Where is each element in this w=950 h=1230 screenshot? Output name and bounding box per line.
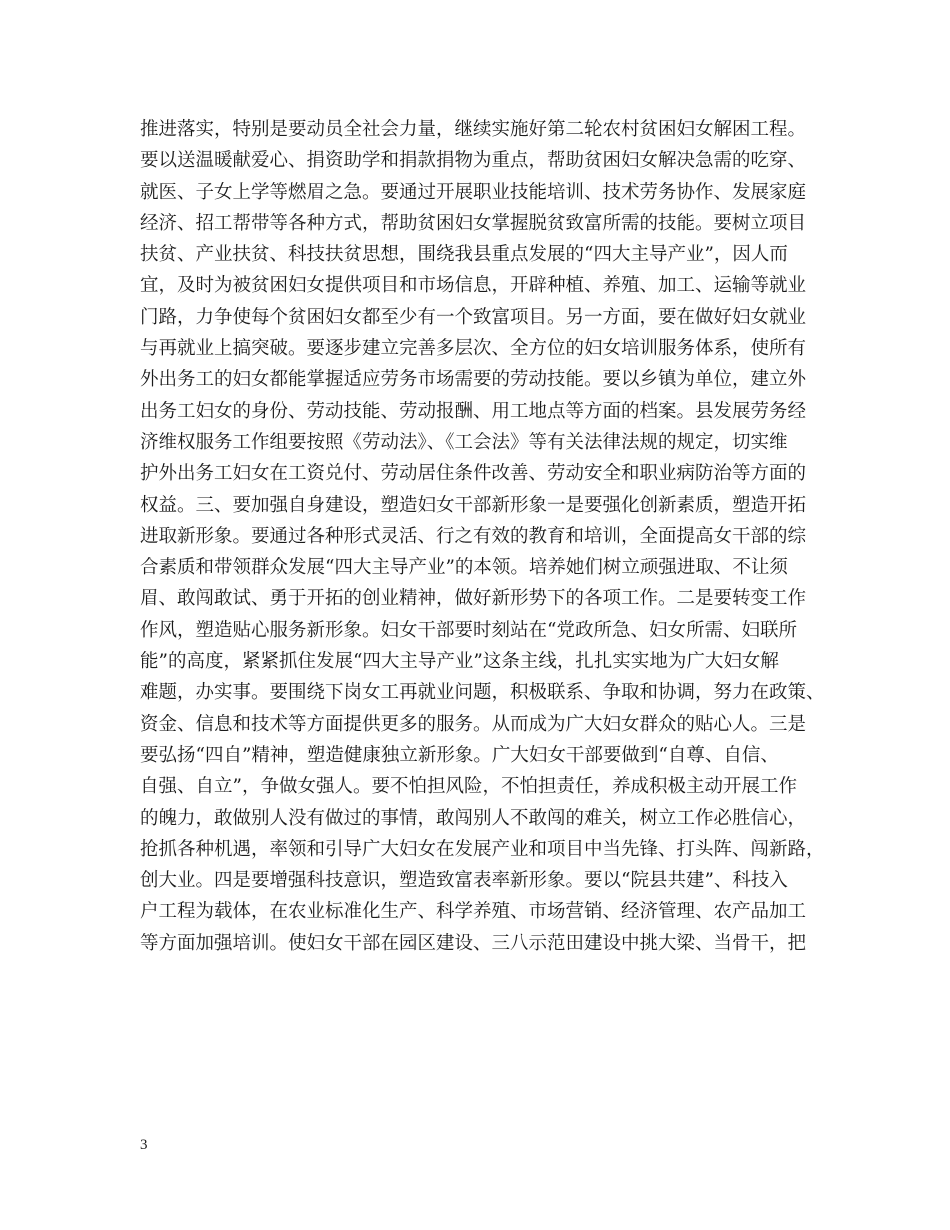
text-line: 宜，及时为被贫困妇女提供项目和市场信息，开辟种植、养殖、加工、运输等就业 <box>140 275 807 297</box>
text-line: 权益。三、要加强自身建设，塑造妇女干部新形象一是要强化创新素质，塑造开拓 <box>140 494 807 516</box>
text-line: 济维权服务工作组要按照《劳动法》、《工会法》等有关法律法规的规定，切实维 <box>140 431 788 453</box>
text-line: 要以送温暖献爱心、捐资助学和捐款捐物为重点，帮助贫困妇女解决急需的吃穿、 <box>140 150 807 172</box>
text-line: 的魄力，敢做别人没有做过的事情，敢闯别人不敢闯的难关，树立工作必胜信心， <box>140 807 807 829</box>
text-line: 创大业。四是要增强科技意识，塑造致富表率新形象。要以“院县共建”、科技入 <box>140 870 788 892</box>
text-line: 户工程为载体，在农业标准化生产、科学养殖、市场营销、经济管理、农产品加工 <box>140 901 807 923</box>
text-line: 外出务工的妇女都能掌握适应劳务市场需要的劳动技能。要以乡镇为单位，建立外 <box>140 369 807 391</box>
text-line: 自强、自立”，争做女强人。要不怕担风险，不怕担责任，养成积极主动开展工作 <box>140 776 797 798</box>
text-line: 抢抓各种机遇，率领和引导广大妇女在发展产业和项目中当先锋、打头阵、闯新路， <box>140 838 825 860</box>
body-text <box>140 114 830 959</box>
text-line: 等方面加强培训。使妇女干部在园区建设、三八示范田建设中挑大梁、当骨干，把 <box>140 932 807 954</box>
page-number: 3 <box>140 1137 148 1153</box>
text-line: 护外出务工妇女在工资兑付、劳动居住条件改善、劳动安全和职业病防治等方面的 <box>140 463 807 485</box>
text-line: 眉、敢闯敢试、勇于开拓的创业精神，做好新形势下的各项工作。二是要转变工作 <box>140 588 807 610</box>
text-line: 门路，力争使每个贫困妇女都至少有一个致富项目。另一方面，要在做好妇女就业 <box>140 306 807 328</box>
text-line: 要弘扬“四自”精神，塑造健康独立新形象。广大妇女干部要做到“自尊、自信、 <box>140 744 779 766</box>
text-line: 作风，塑造贴心服务新形象。妇女干部要时刻站在“党政所急、妇女所需、妇联所 <box>140 619 797 641</box>
text-line: 就医、子女上学等燃眉之急。要通过开展职业技能培训、技术劳务协作、发展家庭 <box>140 181 807 203</box>
text-line: 进取新形象。要通过各种形式灵活、行之有效的教育和培训，全面提高女干部的综 <box>140 525 807 547</box>
text-line: 推进落实，特别是要动员全社会力量，继续实施好第二轮农村贫困妇女解困工程。 <box>140 119 807 140</box>
text-line: 合素质和带领群众发展“四大主导产业”的本领。培养她们树立顽强进取、不让须 <box>140 557 788 579</box>
text-line: 能”的高度，紧紧抓住发展“四大主导产业”这条主线，扎扎实实地为广大妇女解 <box>140 651 779 673</box>
text-line: 与再就业上搞突破。要逐步建立完善多层次、全方位的妇女培训服务体系，使所有 <box>140 338 807 360</box>
text-line: 难题，办实事。要围绕下岗女工再就业问题，积极联系、争取和协调，努力在政策、 <box>140 682 825 704</box>
text-line: 出务工妇女的身份、劳动技能、劳动报酬、用工地点等方面的档案。县发展劳务经 <box>140 400 807 422</box>
text-line: 资金、信息和技术等方面提供更多的服务。从而成为广大妇女群众的贴心人。三是 <box>140 713 807 735</box>
text-line: 经济、招工帮带等各种方式，帮助贫困妇女掌握脱贫致富所需的技能。要树立项目 <box>140 212 807 234</box>
text-line: 扶贫、产业扶贫、科技扶贫思想，围绕我县重点发展的“四大主导产业”，因人而 <box>140 244 788 266</box>
